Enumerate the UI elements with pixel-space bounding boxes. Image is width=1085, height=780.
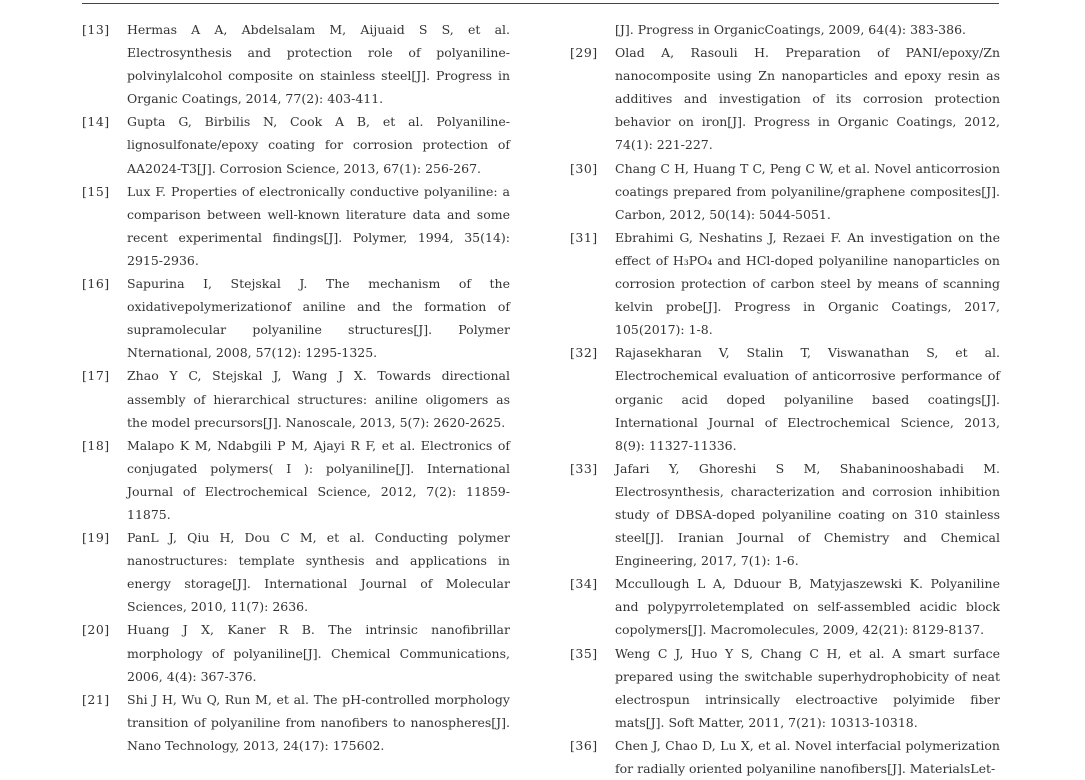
reference-20 xyxy=(82,618,510,687)
reference-text: Mccullough L A, Dduour B, Matyjaszewski K. Polyaniline and polypyrroletemplated on self-assembled acidic block copolymers[J]. Macromolecules, 2009, 42(21): 8129-8137. xyxy=(615,576,1000,638)
reference-number: [32] xyxy=(570,345,598,361)
reference-number: [29] xyxy=(570,45,598,61)
reference-text: Rajasekharan V, Stalin T, Viswanathan S, et al. Electrochemical evaluation of anticorrosive performance of organic acid doped polyaniline based coatings[J]. International Journal of Electrochemical Science, 2013, 8(9): 11327-11336. xyxy=(615,345,1000,453)
reference-number: [13] xyxy=(82,22,110,37)
reference-text: Gupta G, Birbilis N, Cook A B, et al. Polyaniline-lignosulfonate/epoxy coating for corrosion protection of AA2024-T3[J]. Corrosion Science, 2013, 67(1): 256-267. xyxy=(127,114,510,176)
reference-32 xyxy=(570,341,1000,456)
reference-text: Shi J H, Wu Q, Run M, et al. The pH-controlled morphology transition of polyaniline from nanofibers to nanospheres[J]. Nano Technology, 2013, 24(17): 175602. xyxy=(127,691,510,753)
top-rule xyxy=(82,3,999,4)
reference-number: [18] xyxy=(82,437,110,453)
reference-number: [17] xyxy=(82,368,110,384)
reference-18 xyxy=(82,434,510,526)
reference-text: Lux F. Properties of electronically conductive polyaniline: a comparison between well-known literature data and some recent experimental findings[J]. Polymer, 1994, 35(14): 2915-2936. xyxy=(127,183,510,268)
reference-17 xyxy=(82,364,510,433)
reference-text: Sapurina I, Stejskal J. The mechanism of the oxidativepolymerizationof aniline and the formation of supramolecular polyaniline structures[J]. Polymer Nternational, 2008, 57(12): 1295-1325. xyxy=(127,276,510,361)
reference-number: [36] xyxy=(570,737,598,753)
reference-number: [20] xyxy=(82,622,110,638)
reference-21 xyxy=(82,688,510,757)
reference-text: Jafari Y, Ghoreshi S M, Shabaninooshabadi M. Electrosynthesis, characterization and corrosion inhibition study of DBSA-doped polyaniline coating on 310 stainless steel[J]. Iranian Journal of Chemistry and Chemical Engineering, 2017, 7(1): 1-6. xyxy=(615,460,1000,569)
reference-34 xyxy=(570,572,1000,641)
right-column xyxy=(570,18,1000,780)
reference-text: Olad A, Rasouli H. Preparation of PANI/epoxy/Zn nanocomposite using Zn nanoparticles and epoxy resin as additives and investigation of its corrosion protection behavior on iron[J]. Progress in Organic Coatings, 2012, 74(1): 221-227. xyxy=(615,45,1000,153)
reference-text: Huang J X, Kaner R B. The intrinsic nanofibrillar morphology of polyaniline[J]. Chemical Communications, 2006, 4(4): 367-376. xyxy=(127,622,510,684)
reference-text: Chen J, Chao D, Lu X, et al. Novel interfacial polymerization for radially oriented polyaniline nanofibers[J]. MaterialsLet- xyxy=(615,737,1000,776)
reference-number: [14] xyxy=(82,114,110,130)
reference-text: Weng C J, Huo Y S, Chang C H, et al. A smart surface prepared using the switchable superhydrophobicity of neat electrospun intrinsically electroactive polyimide fiber mats[J]. Soft Matter, 2011, 7(21): 10313-10318. xyxy=(615,645,1000,730)
reference-33 xyxy=(570,457,1000,572)
reference-number: [15] xyxy=(82,183,110,199)
reference-35 xyxy=(570,642,1000,734)
reference-30 xyxy=(570,157,1000,226)
reference-19 xyxy=(82,526,510,618)
reference-36 xyxy=(570,734,1000,780)
reference-text: Ebrahimi G, Neshatins J, Rezaei F. An investigation on the effect of H₃PO₄ and HCl-doped polyaniline nanoparticles on corrosion protection of carbon steel by means of scanning kelvin probe[J]. Progress in Organic Coatings, 2017, 105(2017): 1-8. xyxy=(615,229,1000,338)
reference-29 xyxy=(570,41,1000,156)
reference-number: [19] xyxy=(82,530,110,546)
reference-14 xyxy=(82,110,510,179)
reference-text: Chang C H, Huang T C, Peng C W, et al. Novel anticorrosion coatings prepared from polyaniline/graphene composites[J]. Carbon, 2012, 50(14): 5044-5051. xyxy=(615,160,1000,222)
reference-number: [16] xyxy=(82,276,110,292)
reference-continuation: [J]. Progress in OrganicCoatings, 2009, 64(4): 383-386. xyxy=(615,22,966,37)
reference-13 xyxy=(82,18,510,110)
reference-text: Zhao Y C, Stejskal J, Wang J X. Towards directional assembly of hierarchical structures: aniline oligomers as the model precursors[J]. Nanoscale, 2013, 5(7): 2620-2625. xyxy=(127,368,510,430)
reference-16 xyxy=(82,272,510,364)
reference-number: [31] xyxy=(570,229,598,245)
reference-number: [30] xyxy=(570,160,598,176)
reference-text: Malapo K M, Ndabgili P M, Ajayi R F, et al. Electronics of conjugated polymers( I ): polyaniline[J]. International Journal of Electrochemical Science, 2012, 7(2): 11859-11875. xyxy=(127,437,510,522)
reference-number: [21] xyxy=(82,691,110,707)
reference-text: PanL J, Qiu H, Dou C M, et al. Conducting polymer nanostructures: template synthesis and applications in energy storage[J]. International Journal of Molecular Sciences, 2010, 11(7): 2636. xyxy=(127,530,510,615)
reference-number: [33] xyxy=(570,460,598,476)
reference-15 xyxy=(82,180,510,272)
reference-text: Hermas A A, Abdelsalam M, Aijuaid S S, et al. Electrosynthesis and protection role of polyaniline-polvinylalcohol composite on stainless steel[J]. Progress in Organic Coatings, 2014, 77(2): 403-411. xyxy=(127,22,510,107)
left-column xyxy=(82,18,510,757)
reference-number: [35] xyxy=(570,645,598,661)
reference-31 xyxy=(570,226,1000,341)
reference-number: [34] xyxy=(570,576,598,592)
